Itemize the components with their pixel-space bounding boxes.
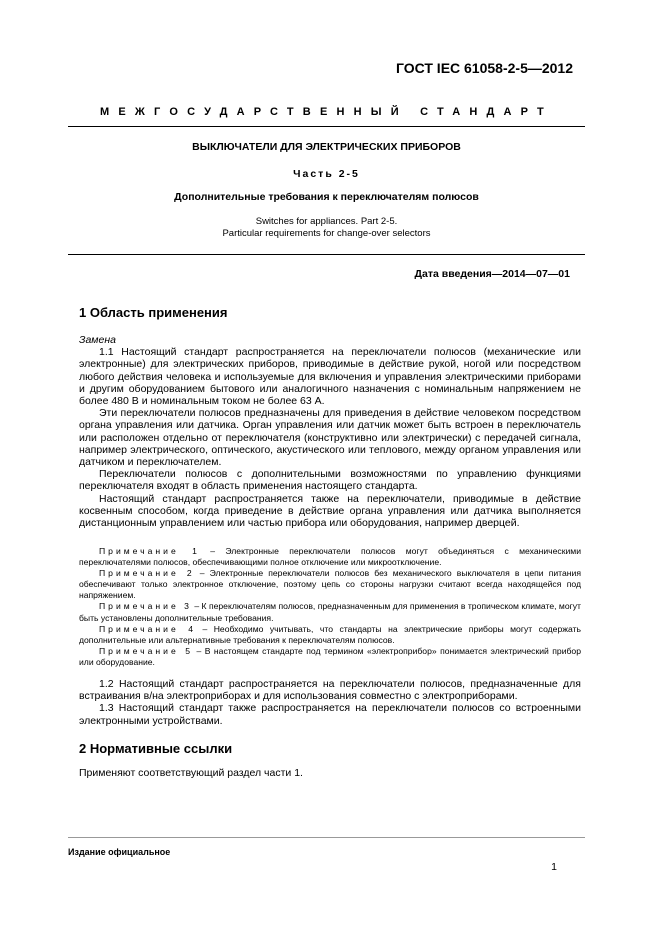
note-3-text: – К переключателям полюсов, предназначенным для применения в тропическом климате, могут быть установлены дополнительные требования. bbox=[79, 601, 581, 623]
note-3-label: Примечание 3 bbox=[99, 601, 192, 612]
paragraph-1-1: 1.1 Настоящий стандарт распространяется на переключатели полюсов (механические или электронные) для электрических приборов, приводимые в действие рукой, ногой или посредством любого действия человека и используемые для включения и управления электрическими приборами и другим оборудованием бытового или аналогичного назначения с номинальным напряжением не более 480 В и номинальным током не более 63 А. bbox=[79, 346, 581, 408]
note-4-text: – Необходимо учитывать, что стандарты на электрические приборы могут содержать дополнительные или альтернативные требования к переключателям полюсов. bbox=[79, 623, 581, 645]
divider-top bbox=[68, 126, 585, 127]
paragraph-1-3: 1.3 Настоящий стандарт также распространяется на переключатели полюсов со встроенными электронными устройствами. bbox=[79, 702, 581, 727]
section-1-body bbox=[79, 334, 581, 529]
paragraph-1-1-d: Настоящий стандарт распространяется также на переключатели, приводимые в действие косвенным способом, когда приведение в действие органа управления или датчика выполняется дистанционным управлением или частью прибора или оборудования, например дверцей. bbox=[79, 492, 581, 530]
section-2-heading: 2 Нормативные ссылки bbox=[79, 741, 233, 756]
note-5-text: – В настоящем стандарте под термином «электроприбор» понимается электрический прибор или оборудование. bbox=[79, 645, 581, 667]
divider-middle bbox=[68, 254, 585, 255]
document-subtitle: Дополнительные требования к переключателям полюсов bbox=[174, 191, 479, 203]
note-4 bbox=[79, 624, 581, 646]
standard-type: МЕЖГОСУДАРСТВЕННЫЙ СТАНДАРТ bbox=[100, 106, 553, 118]
page-number: 1 bbox=[551, 861, 557, 873]
note-1-text: – Электронные переключатели полюсов могут объединяться с механическими переключателями полюсов, обеспечивающими полное отключение или микроотключение. bbox=[79, 546, 581, 568]
note-2 bbox=[79, 568, 581, 601]
paragraph-1-1-c: Переключатели полюсов с дополнительными возможностями по управлению функциями переключателя входят в область применения настоящего стандарта. bbox=[79, 468, 581, 493]
note-5 bbox=[79, 646, 581, 668]
notes-block bbox=[79, 546, 581, 668]
note-2-text: – Электронные переключатели полюсов без механического выключателя в цепи питания обеспечивают только электронное отключение, поэтому цепь со стороны нагрузки считают всегда находящейся под напряжением. bbox=[79, 568, 581, 601]
note-1 bbox=[79, 546, 581, 568]
paragraph-1-2: 1.2 Настоящий стандарт распространяется на переключатели полюсов, предназначенные для встраивания в/на электроприборах и для использования совместно с электроприборами. bbox=[79, 678, 581, 703]
note-4-label: Примечание 4 bbox=[99, 623, 196, 634]
paragraph-1-1-b: Эти переключатели полюсов предназначены для приведения в действие человеком посредством органа управления или датчика. Орган управления или датчик может быть встроен в переключатель или расположен отдельно от переключателя (конструктивно или электрически) с передачей сигнала, например электрического, оптического, акустического или теплового, между органом управления или датчиком и переключателем. bbox=[79, 407, 581, 469]
english-title-line-1: Switches for appliances. Part 2-5. bbox=[255, 216, 398, 227]
part-label: Часть 2-5 bbox=[293, 168, 360, 180]
section-1-body-continued bbox=[79, 678, 581, 727]
paragraph-2-1: Применяют соответствующий раздел части 1. bbox=[79, 767, 303, 779]
section-2-body bbox=[79, 767, 581, 779]
edition-label: Издание официальное bbox=[68, 847, 171, 857]
zamena-label: Замена bbox=[79, 334, 116, 346]
document-number: ГОСТ IEC 61058-2-5—2012 bbox=[395, 60, 573, 76]
note-5-label: Примечание 5 bbox=[99, 645, 193, 656]
english-title bbox=[68, 216, 585, 240]
document-title: ВЫКЛЮЧАТЕЛИ ДЛЯ ЭЛЕКТРИЧЕСКИХ ПРИБОРОВ bbox=[192, 141, 461, 153]
note-1-label: Примечание 1 bbox=[99, 546, 200, 556]
introduction-date: Дата введения—2014—07—01 bbox=[414, 268, 570, 280]
footer-divider bbox=[68, 837, 585, 838]
note-3 bbox=[79, 601, 581, 623]
note-2-label: Примечание 2 bbox=[99, 568, 195, 579]
section-1-heading: 1 Область применения bbox=[79, 305, 228, 320]
english-title-line-2: Particular requirements for change-over selectors bbox=[222, 228, 431, 239]
